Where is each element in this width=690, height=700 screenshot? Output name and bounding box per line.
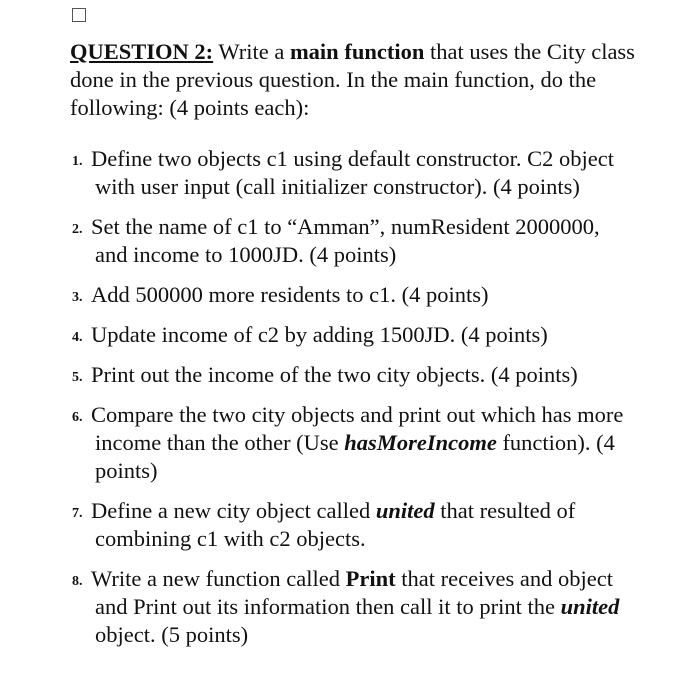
- task-bold: Print: [345, 566, 396, 591]
- task-text-part-3: object. (5 points): [95, 622, 249, 647]
- task-list: [72, 145, 637, 661]
- task-text-part-1: Define a new city object called: [91, 498, 376, 523]
- task-text: [91, 497, 637, 553]
- question-heading: [70, 38, 640, 122]
- task-text: [91, 401, 637, 485]
- task-emphasis: hasMoreIncome: [344, 430, 497, 455]
- task-item-2: [72, 213, 637, 269]
- task-number: 3.: [72, 290, 83, 305]
- task-item-4: [72, 321, 637, 349]
- task-text: [91, 565, 637, 649]
- question-intro-bold: main function: [289, 39, 425, 64]
- task-text-part-2: function). (4 points): [95, 430, 615, 483]
- task-number: 5.: [72, 370, 83, 385]
- task-number: 6.: [72, 410, 83, 425]
- task-text-part-1: Compare the two city objects and print out which has more income than the other (Use: [91, 402, 624, 455]
- task-text-part-2: that resulted of combining c1 with c2 objects.: [95, 498, 576, 551]
- question-label: QUESTION 2:: [70, 39, 214, 64]
- question-intro-part-1: Write a: [213, 39, 290, 64]
- task-text-part-2: that receives and object and Print out its information then call it to print the: [95, 566, 614, 619]
- task-text-part-1: Write a new function called: [91, 566, 346, 591]
- task-item-1: [72, 145, 637, 201]
- task-number: 7.: [72, 506, 83, 521]
- task-item-7: [72, 497, 637, 553]
- task-text: Set the name of c1 to “Amman”, numResident 2000000, and income to 1000JD. (4 points): [91, 214, 600, 267]
- checkbox[interactable]: [72, 8, 86, 22]
- task-number: 2.: [72, 222, 83, 237]
- task-item-3: [72, 281, 637, 309]
- task-text: Print out the income of the two city objects. (4 points): [91, 362, 578, 387]
- task-number: 8.: [72, 574, 83, 589]
- task-item-6: [72, 401, 637, 485]
- task-number: 4.: [72, 330, 83, 345]
- task-text: Add 500000 more residents to c1. (4 points): [91, 282, 489, 307]
- task-number: 1.: [72, 154, 83, 169]
- task-item-5: [72, 361, 637, 389]
- task-text: Update income of c2 by adding 1500JD. (4 points): [91, 322, 548, 347]
- task-emphasis: united: [560, 594, 620, 619]
- task-emphasis: united: [375, 498, 435, 523]
- question-intro-part-2: that uses the City class done in the previous question. In the main function, do the following: (4 points each):: [70, 39, 635, 120]
- task-item-8: [72, 565, 637, 649]
- task-text: Define two objects c1 using default constructor. C2 object with user input (call initializer constructor). (4 points): [91, 146, 614, 199]
